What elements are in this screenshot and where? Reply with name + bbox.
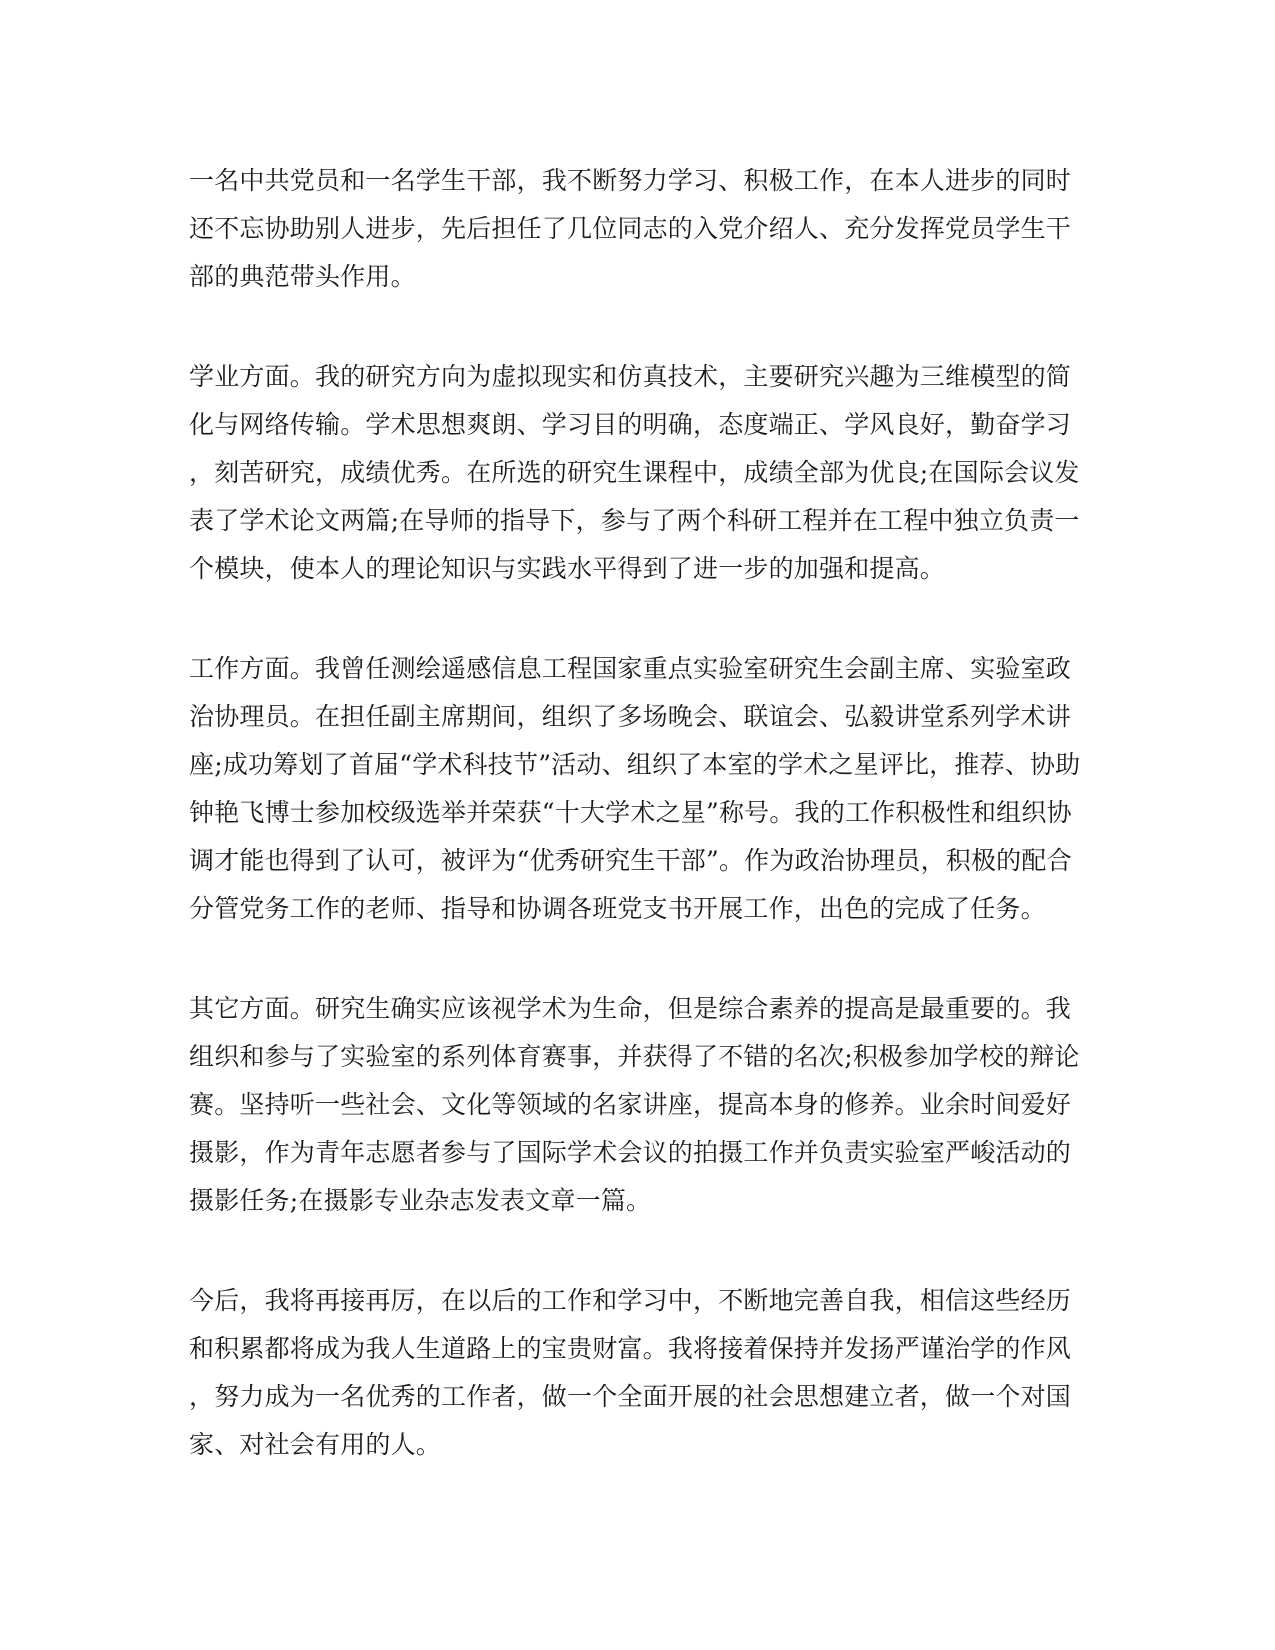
text-line: ，努力成为一名优秀的工作者，做一个全面开展的社会思想建立者，做一个对国 <box>189 1382 1072 1411</box>
text-line: 个模块，使本人的理论知识与实践水平得到了进一步的加强和提高。 <box>189 554 946 583</box>
paragraph-party-member <box>189 157 1089 301</box>
text-line: 座;成功筹划了首届“学术科技节”活动、组织了本室的学术之星评比，推荐、协助 <box>189 750 1081 779</box>
text-line: 摄影任务;在摄影专业杂志发表文章一篇。 <box>189 1186 652 1215</box>
text-line: 今后，我将再接再厉，在以后的工作和学习中，不断地完善自我，相信这些经历 <box>189 1286 1072 1315</box>
paragraph-other <box>189 985 1089 1225</box>
paragraph-future <box>189 1277 1089 1469</box>
text-line: 和积累都将成为我人生道路上的宝贵财富。我将接着保持并发扬严谨治学的作风 <box>189 1334 1072 1363</box>
text-line: 摄影，作为青年志愿者参与了国际学术会议的拍摄工作并负责实验室严峻活动的 <box>189 1138 1072 1167</box>
text-line: 治协理员。在担任副主席期间，组织了多场晚会、联谊会、弘毅讲堂系列学术讲 <box>189 702 1072 731</box>
text-line: 家、对社会有用的人。 <box>189 1430 442 1459</box>
text-line: 工作方面。我曾任测绘遥感信息工程国家重点实验室研究生会副主席、实验室政 <box>189 654 1072 683</box>
text-line: 学业方面。我的研究方向为虚拟现实和仿真技术，主要研究兴趣为三维模型的简 <box>189 362 1072 391</box>
text-line: 钟艳飞博士参加校级选举并荣获“十大学术之星”称号。我的工作积极性和组织协 <box>189 798 1072 827</box>
text-line: 还不忘协助别人进步，先后担任了几位同志的入党介绍人、充分发挥党员学生干 <box>189 214 1072 243</box>
text-line: 化与网络传输。学术思想爽朗、学习目的明确，态度端正、学风良好，勤奋学习 <box>189 410 1072 439</box>
paragraph-work <box>189 645 1089 933</box>
text-line: 组织和参与了实验室的系列体育赛事，并获得了不错的名次;积极参加学校的辩论 <box>189 1042 1080 1071</box>
text-line: 分管党务工作的老师、指导和协调各班党支书开展工作，出色的完成了任务。 <box>189 894 1046 923</box>
text-line: 调才能也得到了认可，被评为“优秀研究生干部”。作为政治协理员，积极的配合 <box>189 846 1072 875</box>
paragraph-academics <box>189 353 1089 593</box>
text-line: 部的典范带头作用。 <box>189 262 416 291</box>
text-line: 表了学术论文两篇;在导师的指导下，参与了两个科研工程并在工程中独立负责一 <box>189 506 1080 535</box>
text-line: ，刻苦研究，成绩优秀。在所选的研究生课程中，成绩全部为优良;在国际会议发 <box>189 458 1080 487</box>
text-line: 其它方面。研究生确实应该视学术为生命，但是综合素养的提高是最重要的。我 <box>189 994 1072 1023</box>
text-line: 赛。坚持听一些社会、文化等领域的名家讲座，提高本身的修养。业余时间爱好 <box>189 1090 1072 1119</box>
text-line: 一名中共党员和一名学生干部，我不断努力学习、积极工作，在本人进步的同时 <box>189 166 1072 195</box>
